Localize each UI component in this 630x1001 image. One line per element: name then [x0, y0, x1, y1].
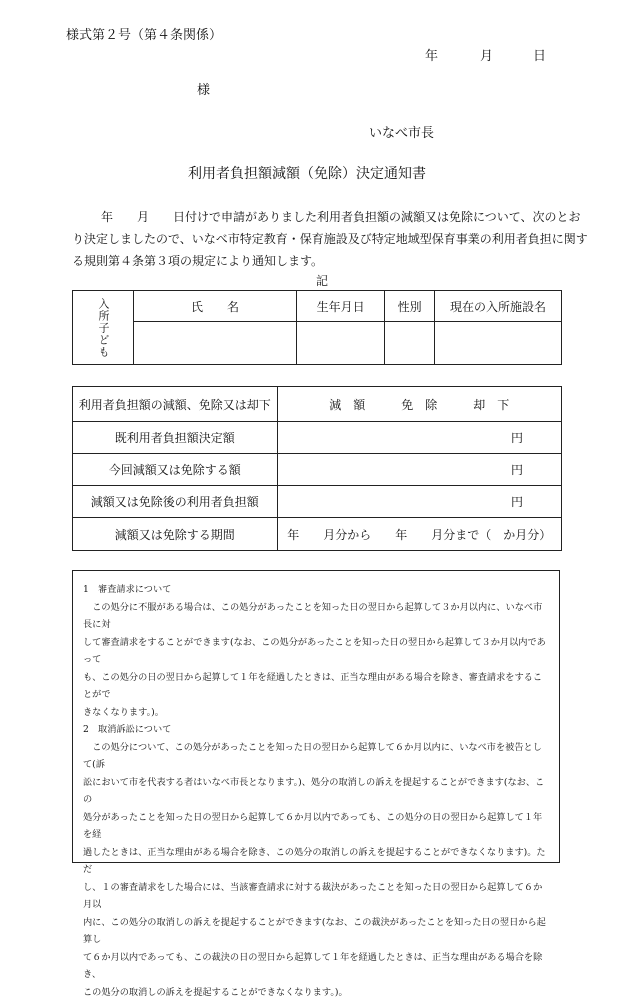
notes-s2-line-1: この処分について、この処分があったことを知った日の翌日から起算して６か月以内に、いなべ市を被告として(訴: [83, 739, 549, 774]
child-side-label-cell: [73, 291, 134, 365]
after-amount-label: 減額又は免除後の利用者負担額: [73, 486, 278, 518]
decision-table: [72, 386, 562, 551]
form-number: 様式第２号（第４条関係）: [66, 24, 222, 43]
period-label: 減額又は免除する期間: [73, 518, 278, 551]
notes-s2-line-5: し、１の審査請求をした場合には、当該審査請求に対する裁決があったことを知った日の翌日から起算して６か月以: [83, 879, 549, 914]
child-gender-cell: [385, 322, 435, 365]
reduction-amount-value: 円: [277, 454, 561, 486]
notes-s2-line-2: 訟において市を代表する者はいなべ市長となります。)、処分の取消しの訴えを提起することができます(なお、この: [83, 774, 549, 809]
notes-s1-line-4: きなくなります。)。: [83, 704, 549, 722]
date-month-label: 月: [480, 45, 493, 64]
header-birthdate: 生年月日: [296, 291, 384, 322]
body-line-3: る規則第４条第３項の規定により通知します。: [72, 252, 323, 269]
period-value: 年 月分から 年 月分まで（ か月分）: [277, 518, 561, 551]
notes-s1-line-1: この処分に不服がある場合は、この処分があったことを知った日の翌日から起算して３か月以内に、いなべ市長に対: [83, 599, 549, 634]
notes-s1-line-3: も、この処分の日の翌日から起算して１年を経過したときは、正当な理由がある場合を除き、審査請求をすることがで: [83, 669, 549, 704]
header-facility: 現在の入所施設名: [435, 291, 562, 322]
child-side-label: 入所子ども: [97, 298, 109, 358]
notes-section-2-title: 2 取消訴訟について: [83, 721, 549, 739]
child-facility-cell: [435, 322, 562, 365]
notes-box: [72, 570, 560, 863]
document-title: 利用者負担額減額（免除）決定通知書: [188, 163, 426, 183]
notes-s1-line-2: して審査請求をすることができます(なお、この処分があったことを知った日の翌日から起算して３か月以内であって: [83, 634, 549, 669]
date-year-label: 年: [425, 45, 438, 64]
reduction-amount-label: 今回減額又は免除する額: [73, 454, 278, 486]
body-line-2: り決定しましたので、いなべ市特定教育・保育施設及び特定地域型保育事業の利用者負担に関す: [72, 230, 588, 247]
child-birthdate-cell: [296, 322, 384, 365]
notes-s2-line-3: 処分があったことを知った日の翌日から起算して６か月以内であっても、この処分の日の翌日から起算して１年を経: [83, 809, 549, 844]
after-amount-value: 円: [277, 486, 561, 518]
notes-section-1-title: 1 審査請求について: [83, 581, 549, 599]
notes-s2-line-6: 内に、この処分の取消しの訴えを提起することができます(なお、この裁決があったことを知った日の翌日から起算し: [83, 914, 549, 949]
child-name-cell: [134, 322, 297, 365]
previous-amount-label: 既利用者負担額決定額: [73, 422, 278, 454]
notes-s2-line-8: この処分の取消しの訴えを提起することができなくなります。)。: [83, 984, 549, 1001]
header-gender: 性別: [385, 291, 435, 322]
addressee-suffix: 様: [197, 79, 210, 98]
ki-label: 記: [316, 272, 328, 289]
body-line-1: 年 月 日付けで申請がありました利用者負担額の減額又は免除について、次のとお: [101, 208, 581, 225]
date-day-label: 日: [533, 45, 546, 64]
decision-type-label: 利用者負担額の減額、免除又は却下: [73, 387, 278, 422]
issuer-name: いなべ市長: [369, 122, 434, 141]
notes-s2-line-4: 過したときは、正当な理由がある場合を除き、この処分の取消しの訴えを提起することができなくなります)。ただ: [83, 844, 549, 879]
child-table: [72, 290, 562, 365]
notes-s2-line-7: て６か月以内であっても、この裁決の日の翌日から起算して１年を経過したときは、正当な理由がある場合を除き、: [83, 949, 549, 984]
previous-amount-value: 円: [277, 422, 561, 454]
decision-type-options: 減 額 免 除 却 下: [277, 387, 561, 422]
header-name: 氏 名: [134, 291, 297, 322]
